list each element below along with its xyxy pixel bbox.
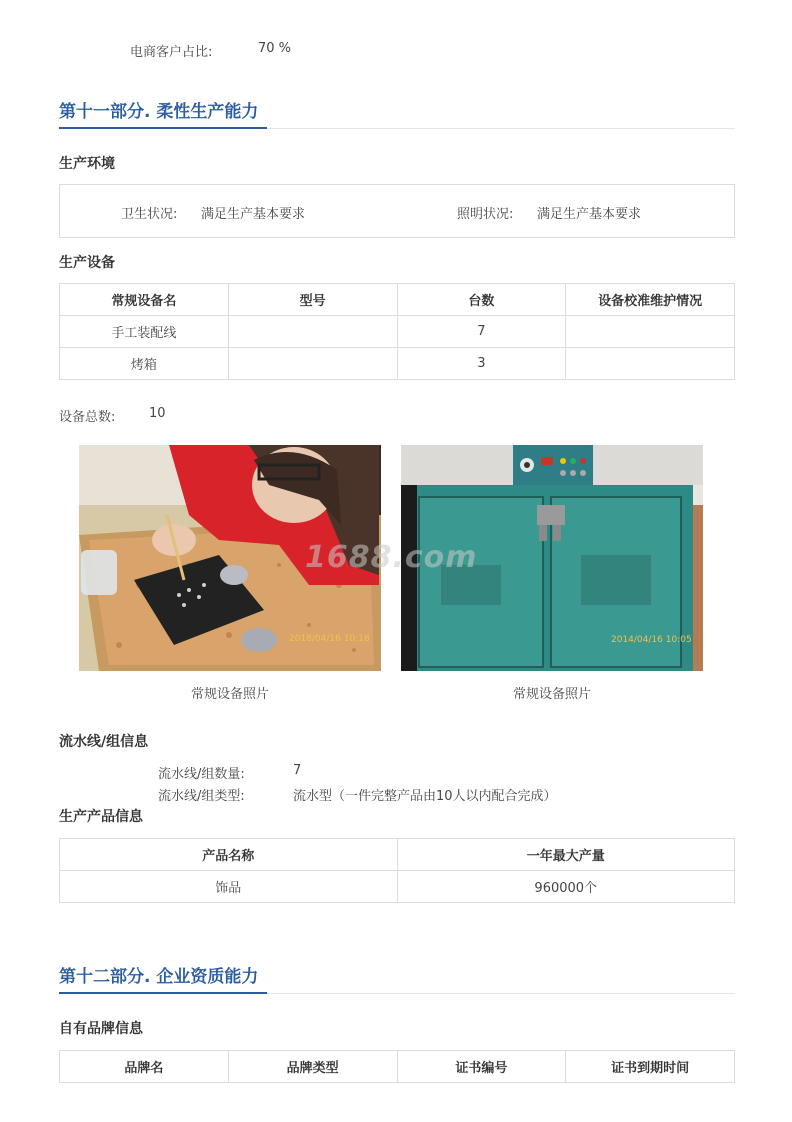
- column-header: 型号: [228, 284, 397, 316]
- pipeline-heading: 流水线/组信息: [59, 734, 149, 750]
- table-cell: 3: [397, 348, 566, 380]
- column-header: 一年最大产量: [397, 839, 735, 871]
- photo-caption: 常规设备照片: [190, 687, 269, 702]
- brands-heading: 自有品牌信息: [59, 1021, 143, 1037]
- watermark: 1688.com: [305, 540, 478, 575]
- hygiene-value: 满足生产基本要求: [201, 207, 306, 222]
- section-12-underline: [59, 992, 267, 994]
- table-cell: 7: [397, 316, 566, 348]
- lighting-label: 照明状况:: [457, 207, 514, 222]
- environment-heading: 生产环境: [59, 156, 115, 172]
- photo-caption: 常规设备照片: [512, 687, 591, 702]
- pipeline-count-value: 7: [293, 763, 302, 778]
- column-header: 证书到期时间: [566, 1051, 735, 1083]
- equipment-total-value: 10: [149, 406, 166, 421]
- table-header-row: [60, 1051, 735, 1083]
- lighting-value: 满足生产基本要求: [537, 207, 642, 222]
- column-header: 证书编号: [397, 1051, 566, 1083]
- table-row: [60, 871, 735, 903]
- column-header: 品牌类型: [228, 1051, 397, 1083]
- ecommerce-ratio-label: 电商客户占比:: [130, 45, 213, 60]
- pipeline-count-label: 流水线/组数量:: [158, 767, 245, 782]
- table-cell: [566, 348, 735, 380]
- table-row: [60, 316, 735, 348]
- photo-timestamp: 2014/04/16 10:05: [611, 635, 692, 645]
- pipeline-type-label: 流水线/组类型:: [158, 789, 245, 804]
- table-header-row: [60, 284, 735, 316]
- hygiene-label: 卫生状况:: [121, 207, 178, 222]
- table-cell: 960000个: [397, 871, 735, 903]
- column-header: 设备校准维护情况: [566, 284, 735, 316]
- table-row: [60, 348, 735, 380]
- table-header-row: [60, 839, 735, 871]
- section-12-title: 第十二部分. 企业资质能力: [59, 967, 259, 987]
- table-cell: 手工装配线: [60, 316, 229, 348]
- photo-timestamp: 2018/04/16 10:18: [289, 634, 370, 644]
- brands-table: [59, 1050, 735, 1083]
- section-11-underline: [59, 127, 267, 129]
- products-heading: 生产产品信息: [59, 809, 143, 825]
- equipment-table: [59, 283, 735, 380]
- section-11-title: 第十一部分. 柔性生产能力: [59, 102, 259, 122]
- ecommerce-ratio-value: 70 %: [258, 41, 292, 56]
- table-cell: [566, 316, 735, 348]
- table-cell: 饰品: [60, 871, 398, 903]
- equipment-heading: 生产设备: [59, 255, 115, 271]
- column-header: 产品名称: [60, 839, 398, 871]
- column-header: 台数: [397, 284, 566, 316]
- table-cell: 烤箱: [60, 348, 229, 380]
- column-header: 常规设备名: [60, 284, 229, 316]
- equipment-total-label: 设备总数:: [59, 410, 116, 425]
- pipeline-type-value: 流水型（一件完整产品由10人以内配合完成）: [293, 789, 557, 804]
- table-cell: [228, 316, 397, 348]
- table-cell: [228, 348, 397, 380]
- column-header: 品牌名: [60, 1051, 229, 1083]
- environment-box: [59, 184, 735, 238]
- products-table: [59, 838, 735, 903]
